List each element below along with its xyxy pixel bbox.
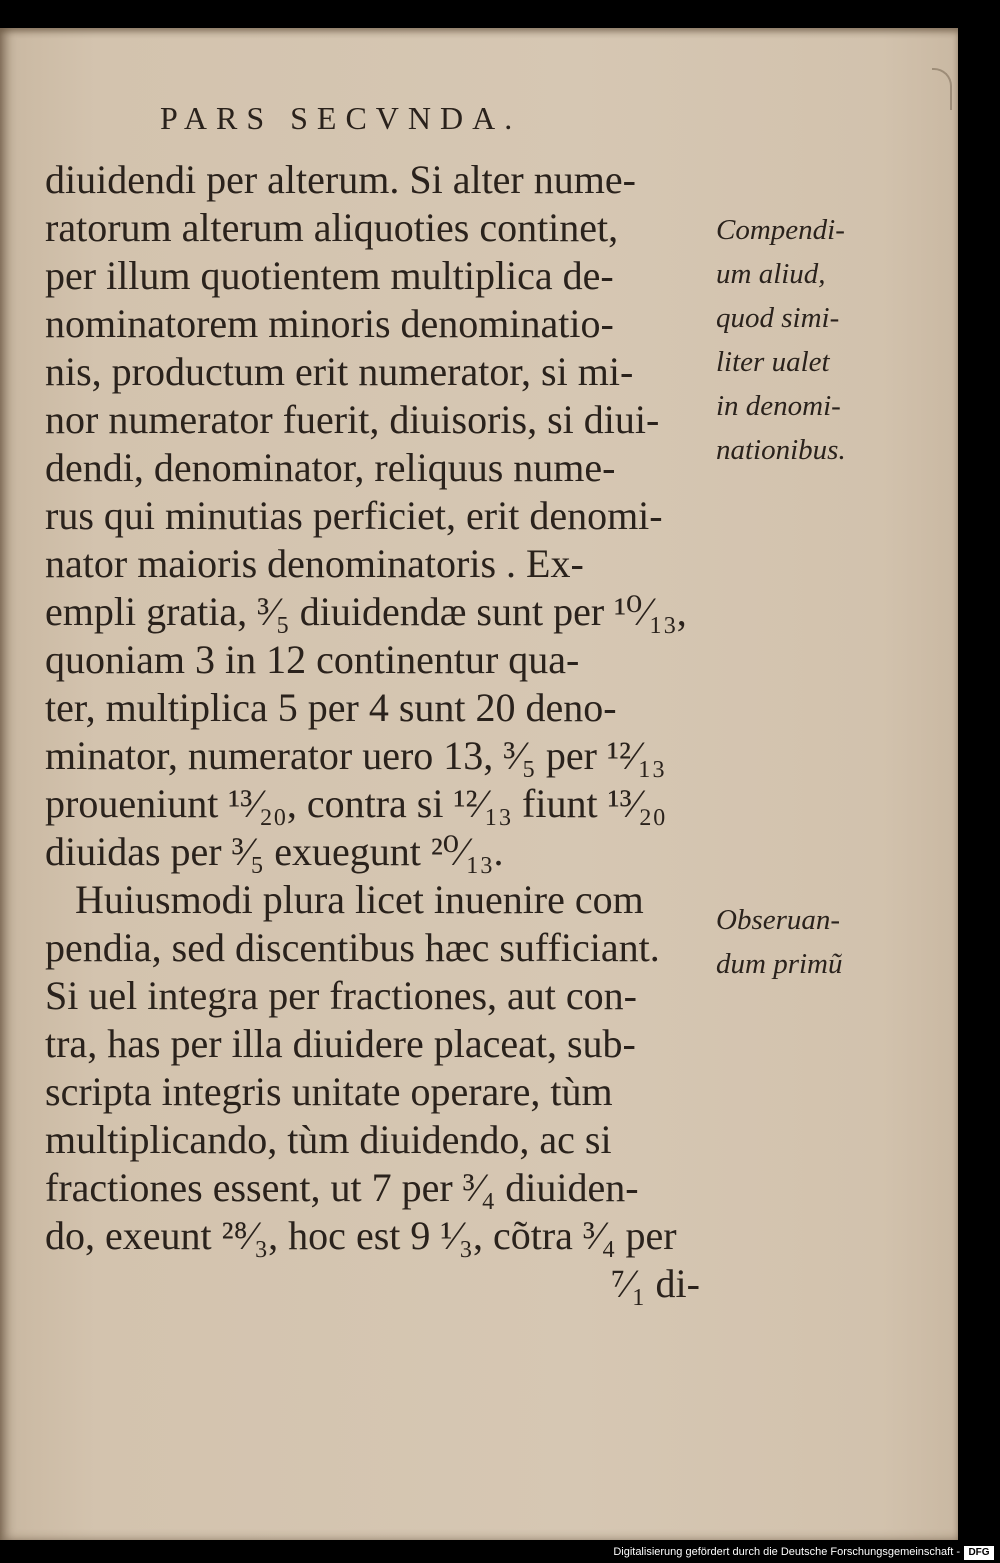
- main-text-block: [45, 156, 715, 1308]
- text-line: rus qui minutias perficiet, erit denomi-: [45, 493, 663, 538]
- text-line: tra, has per illa diuidere placeat, sub-: [45, 1021, 636, 1066]
- text-line: per illum quotientem multiplica de-: [45, 253, 614, 298]
- margin-note-observandum: [716, 898, 842, 986]
- page-corner-curl: [932, 68, 952, 110]
- margin-note-line: quod simi-: [716, 302, 840, 334]
- text-line: ratorum alterum aliquoties continet,: [45, 205, 619, 250]
- margin-note-line: dum primũ: [716, 948, 843, 980]
- text-line: Si uel integra per fractiones, aut con-: [45, 973, 637, 1018]
- catchword-line: ⁷⁄₁ di-: [610, 1261, 700, 1306]
- text-line: scripta integris unitate operare, tùm: [45, 1069, 613, 1114]
- text-line: multiplicando, tùm diuidendo, ac si: [45, 1117, 612, 1162]
- text-line: minator, numerator uero 13, ³⁄₅ per ¹²⁄₁₃: [45, 733, 666, 778]
- text-line: proueniunt ¹³⁄₂₀, contra si ¹²⁄₁₃ fiunt ¹³⁄₂₀: [45, 781, 667, 826]
- text-line: pendia, sed discentibus hæc sufficiant.: [45, 925, 660, 970]
- text-line: ter, multiplica 5 per 4 sunt 20 deno-: [45, 685, 617, 730]
- footer-bar: [0, 1544, 1000, 1563]
- margin-note-compendium: [716, 208, 846, 472]
- margin-note-line: um aliud,: [716, 258, 826, 290]
- text-line: nis, productum erit numerator, si mi-: [45, 349, 634, 394]
- text-line: Huiusmodi plura licet inuenire com: [75, 877, 644, 922]
- text-line: empli gratia, ³⁄₅ diuidendæ sunt per ¹⁰⁄₁₃,: [45, 589, 687, 634]
- dfg-logo: DFG: [964, 1546, 994, 1560]
- funding-credit: Digitalisierung gefördert durch die Deutsche Forschungsgemeinschaft -: [613, 1546, 960, 1558]
- margin-note-line: in denomi-: [716, 390, 841, 422]
- text-line: dendi, denominator, reliquus nume-: [45, 445, 616, 490]
- text-line: fractiones essent, ut 7 per ³⁄₄ diuiden-: [45, 1165, 639, 1210]
- text-line: diuidas per ³⁄₅ exuegunt ²⁰⁄₁₃.: [45, 829, 504, 874]
- text-line: nor numerator fuerit, diuisoris, si diui-: [45, 397, 660, 442]
- text-line: nominatorem minoris denominatio-: [45, 301, 614, 346]
- margin-note-line: liter ualet: [716, 346, 830, 378]
- book-page: [0, 28, 958, 1540]
- text-line: do, exeunt ²⁸⁄₃, hoc est 9 ¹⁄₃, cõtra ³⁄₄ per: [45, 1213, 677, 1258]
- margin-note-line: nationibus.: [716, 434, 846, 466]
- running-head: PARS SECVNDA.: [160, 100, 522, 136]
- margin-note-line: Compendi-: [716, 214, 845, 246]
- margin-note-line: Obseruan-: [716, 904, 841, 936]
- text-line: diuidendi per alterum. Si alter nume-: [45, 157, 636, 202]
- text-line: quoniam 3 in 12 continentur qua-: [45, 637, 580, 682]
- text-line: nator maioris denominatoris . Ex-: [45, 541, 584, 586]
